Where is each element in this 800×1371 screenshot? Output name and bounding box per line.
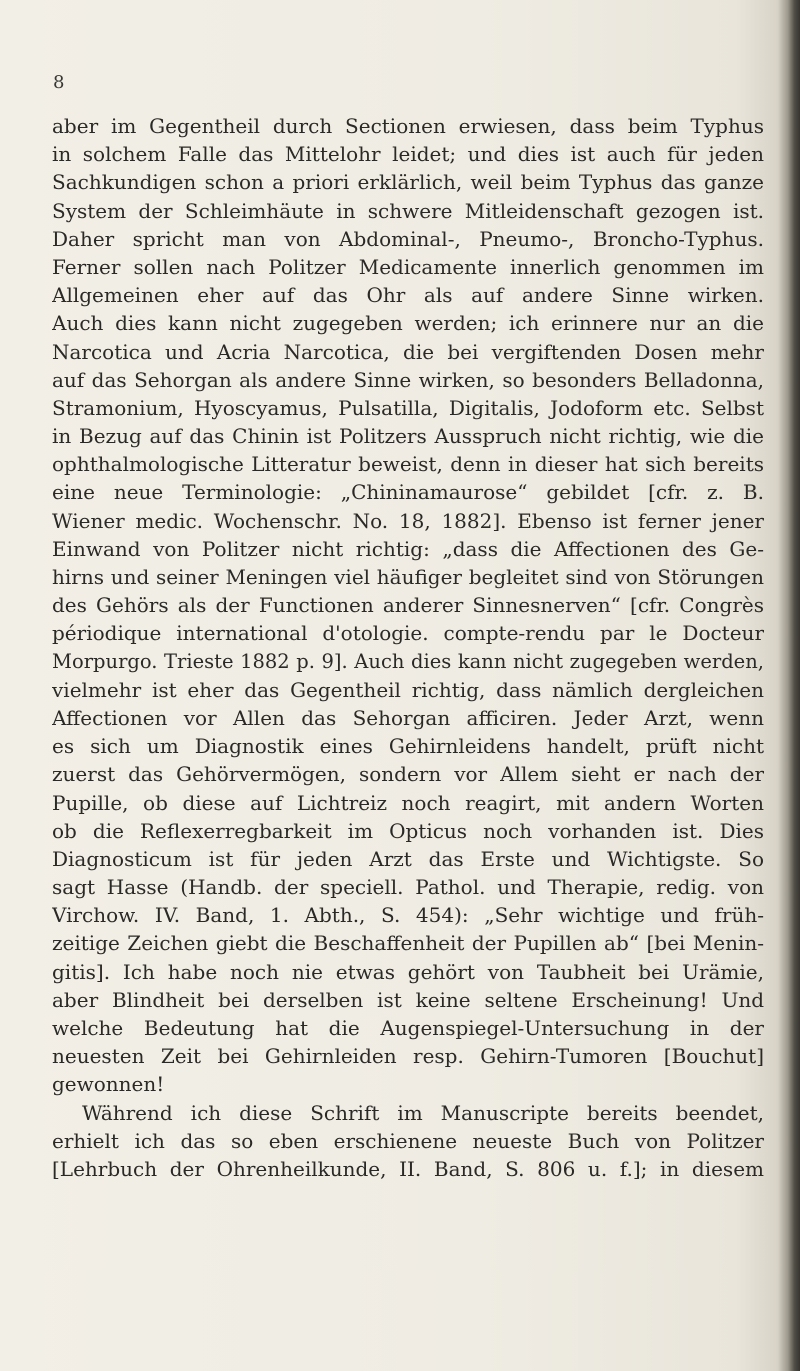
text-line: des Gehörs als der Functionen anderer Sinnesnerven“ [cfr. Congrès — [52, 593, 764, 618]
text-line: erhielt ich das so eben erschienene neueste Buch von Politzer — [52, 1128, 764, 1153]
text-line: Morpurgo. Trieste 1882 p. 9]. Auch dies kann nicht zugegeben werden, — [52, 649, 764, 673]
text-line: ophthalmologische Litteratur beweist, denn in dieser hat sich bereits — [52, 452, 764, 477]
text-line: Virchow. IV. Band, 1. Abth., S. 454): „Sehr wichtige und früh- — [52, 903, 764, 928]
text-line: périodique international d'otologie. compte-rendu par le Docteur — [52, 621, 764, 646]
text-line: Auch dies kann nicht zugegeben werden; ich erinnere nur an die — [52, 311, 764, 336]
text-line: auf das Sehorgan als andere Sinne wirken, so besonders Belladonna, — [52, 367, 764, 392]
text-line: Diagnosticum ist für jeden Arzt das Erste und Wichtigste. So — [52, 846, 764, 871]
body-text — [52, 112, 764, 1183]
text-line: vielmehr ist eher das Gegentheil richtig, dass nämlich dergleichen — [52, 677, 764, 702]
text-line: Ferner sollen nach Politzer Medicamente innerlich genommen im — [52, 254, 764, 279]
text-line: Affectionen vor Allen das Sehorgan afficiren. Jeder Arzt, wenn — [52, 705, 764, 730]
text-line: Narcotica und Acria Narcotica, die bei vergiftenden Dosen mehr — [52, 339, 764, 364]
text-line: welche Bedeutung hat die Augenspiegel-Untersuchung in der — [52, 1016, 764, 1040]
text-line: aber im Gegentheil durch Sectionen erwiesen, dass beim Typhus — [52, 114, 764, 138]
text-line: Sachkundigen schon a priori erklärlich, weil beim Typhus das ganze — [52, 170, 764, 195]
text-line: [Lehrbuch der Ohrenheilkunde, II. Band, S. 806 u. f.]; in diesem — [52, 1156, 764, 1181]
page-gutter-shadow — [778, 0, 800, 1371]
text-line: Allgemeinen eher auf das Ohr als auf andere Sinne wirken. — [52, 283, 764, 308]
text-line: Daher spricht man von Abdominal-, Pneumo-, Broncho-Typhus. — [52, 226, 764, 251]
text-line: gewonnen! — [52, 1072, 165, 1097]
text-line: ob die Reflexerregbarkeit im Opticus noch vorhanden ist. Dies — [52, 818, 764, 843]
text-line: aber Blindheit bei derselben ist keine seltene Erscheinung! Und — [52, 987, 764, 1012]
page-number: 8 — [53, 72, 65, 93]
text-line: zuerst das Gehörvermögen, sondern vor Allem sieht er nach der — [52, 762, 764, 787]
text-line: in Bezug auf das Chinin ist Politzers Ausspruch nicht richtig, wie die — [52, 424, 764, 449]
text-line: zeitige Zeichen giebt die Beschaffenheit der Pupillen ab“ [bei Menin- — [52, 931, 764, 956]
text-line: es sich um Diagnostik eines Gehirnleidens handelt, prüft nicht — [52, 734, 764, 759]
text-line: System der Schleimhäute in schwere Mitleidenschaft gezogen ist. — [52, 198, 764, 223]
text-line: in solchem Falle das Mittelohr leidet; und dies ist auch für jeden — [52, 142, 764, 167]
text-line: gitis]. Ich habe noch nie etwas gehört von Taubheit bei Urämie, — [52, 959, 764, 984]
text-line: eine neue Terminologie: „Chininamaurose“ gebildet [cfr. z. B. — [52, 480, 764, 505]
text-line: Einwand von Politzer nicht richtig: „dass die Affectionen des Ge- — [52, 536, 764, 561]
text-line: Pupille, ob diese auf Lichtreiz noch reagirt, mit andern Worten — [52, 790, 764, 815]
text-line: hirns und seiner Meningen viel häufiger begleitet sind von Störungen — [52, 565, 764, 589]
text-line: neuesten Zeit bei Gehirnleiden resp. Gehirn-Tumoren [Bouchut] — [52, 1044, 764, 1069]
text-line: Stramonium, Hyoscyamus, Pulsatilla, Digitalis, Jodoform etc. Selbst — [52, 395, 764, 420]
text-line: sagt Hasse (Handb. der speciell. Pathol. und Therapie, redig. von — [52, 875, 764, 900]
text-line: Während ich diese Schrift im Manuscripte bereits beendet, — [82, 1100, 764, 1125]
text-line: Wiener medic. Wochenschr. No. 18, 1882]. Ebenso ist ferner jener — [52, 508, 764, 533]
